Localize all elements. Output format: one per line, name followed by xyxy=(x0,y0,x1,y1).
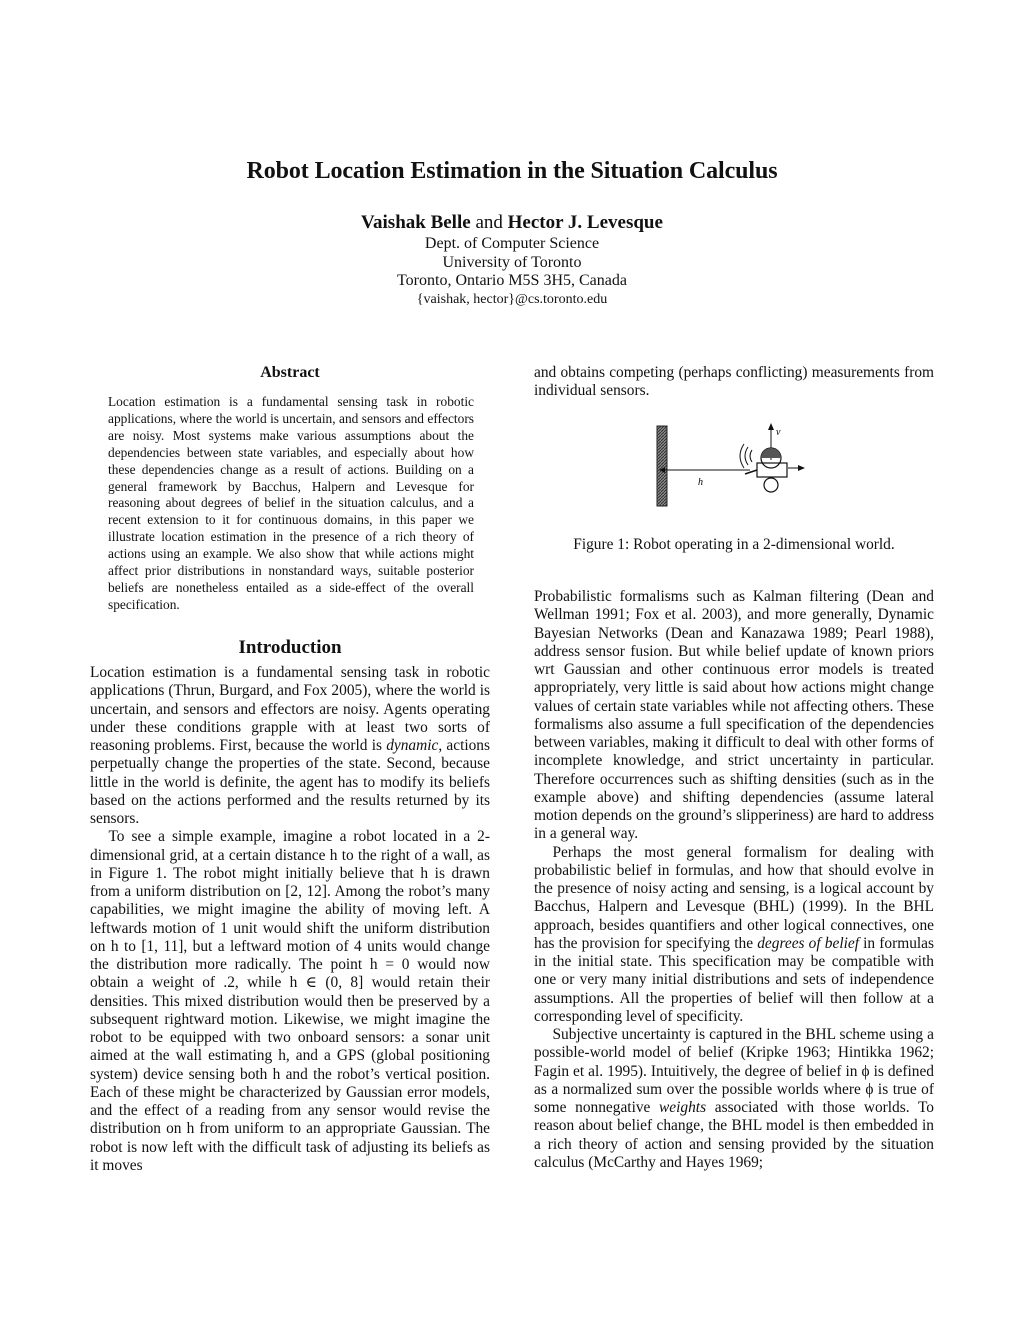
affiliation xyxy=(0,235,1024,309)
paragraph xyxy=(90,664,490,828)
introduction-body xyxy=(90,664,490,1175)
figure-robot xyxy=(640,420,820,520)
affiliation-dept: Dept. of Computer Science xyxy=(424,235,600,252)
figure-caption: Figure 1: Robot operating in a 2-dimensional world. xyxy=(573,536,895,553)
robot-dome xyxy=(761,448,781,458)
text-run: associated with those worlds. To reason about belief change, the BHL model is then embedded in a rich theory of action and sensing provided by the situation calculus (McCarthy and Hayes 1969; xyxy=(534,1099,934,1171)
text-run: , actions perpetually change the properties of the state. Second, because little in the world is definite, the agent has to modify its beliefs based on the actions performed and the results returned by its sensors. xyxy=(90,737,490,827)
emphasis: dynamic xyxy=(386,737,439,754)
robot-arm xyxy=(745,470,757,474)
affiliation-address: Toronto, Ontario M5S 3H5, Canada xyxy=(397,272,627,289)
wall xyxy=(657,426,667,506)
sonar-wave xyxy=(745,447,748,465)
sonar-wave xyxy=(750,450,752,462)
text-run: in formulas in the initial state. This specification may be compatible with one or very many initial distributions and sets of independence assumptions. All the properties of belief will then follow at a corresponding level of specificity. xyxy=(534,934,934,1025)
text-run: Perhaps the most general formalism for dealing with probabilistic belief in formulas, and how that should evolve in the presence of noisy acting and sensing, is a logical account by Bacchus, Halpern and Levesque (BHL) (1999). In the BHL approach, besides quantifiers and other logical connectives, one has the provision for specifying the xyxy=(534,843,934,952)
author-name: Vaishak Belle xyxy=(361,212,471,233)
introduction-heading: Introduction xyxy=(238,637,342,658)
paragraph: Probabilistic formalisms such as Kalman filtering (Dean and Wellman 1991; Fox et al. 2003), and more generally, Dynamic Bayesian Networks (Dean and Kanazawa 1989; Pearl 1988), address sensor fusion. But while belief update of known priors wrt Gaussian and other continuous error models is treated appropriately, very little is said about how actions might change values of certain state variables while not affecting others. These formalisms also assume a full specification of the dependencies between variables, making it difficult to deal with other forms of incomplete knowledge, and strict uncertainty in particular. Therefore occurrences such as shifting densities (such as in the example above) and shifting dependencies (assume lateral motion depends on the ground’s slipperiness) are hard to address in a general way. xyxy=(534,588,934,843)
emphasis: degrees of belief xyxy=(757,934,859,952)
text-run: Subjective uncertainty is captured in the BHL scheme using a possible-world model of belief (Kripke 1963; Hintikka 1962; Fagin et al. 1995). Intuitively, the degree of belief in ϕ is defined as a normalized sum over the possible worlds where ϕ is true of some nonnegative xyxy=(534,1026,934,1116)
text-run: Location estimation is a fundamental sensing task in robotic applications (Thrun, Burgard, and Fox 2005), where the world is uncertain, and sensors and effectors are noisy. Agents operating under these conditions grapple with at least two sorts of reasoning problems. First, because the world is xyxy=(90,664,490,754)
v-label: v xyxy=(776,427,781,438)
arrow-right xyxy=(798,465,805,471)
affiliation-email: {vaishak, hector}@cs.toronto.edu xyxy=(416,291,608,307)
abstract-text: Location estimation is a fundamental sensing task in robotic applications, where the world is uncertain, and sensors and effectors are noisy. Most systems make various assumptions about the dependencies between state variables, and especially about how these dependencies change as a result of actions. Building on a general framework by Bacchus, Halpern and Levesque for reasoning about degrees of belief in the situation calculus, and a recent extension to it for continuous domains, in this paper we illustrate location estimation in the presence of a rich theory of actions using an example. We also show that while actions might affect prior distributions in nonstandard ways, suitable posterior beliefs are nonetheless entailed as a side-effect of the overall specification. xyxy=(108,394,474,612)
right-column-body xyxy=(534,588,934,1172)
affiliation-university: University of Toronto xyxy=(442,253,582,271)
paragraph xyxy=(534,844,934,1027)
h-label: h xyxy=(698,477,703,488)
paragraph: To see a simple example, imagine a robot located in a 2-dimensional grid, at a certain distance h to the right of a wall, as in Figure 1. The robot might initially believe that h is drawn from a uniform distribution on [2, 12]. Among the robot’s many capabilities, we might imagine the ability of moving left. A leftwards motion of 1 unit would shift the uniform distribution on h to [1, 11], but a leftward motion of 4 units would change the distribution more radically. The point h = 0 would now obtain a weight of .2, while h ∈ (0, 8] would retain their densities. This mixed distribution would then be preserved by a subsequent rightward motion. Likewise, we might imagine the robot to be equipped with two onboard sensors: a sonar unit aimed at the wall estimating h, and a GPS (global positioning system) device sensing both h and the robot’s vertical position. Each of these might be characterized by Gaussian error models, and the effect of a reading from any sensor would revise the distribution on h from uniform to an appropriate Gaussian. The robot is now left with the difficult task of adjusting its beliefs as it moves xyxy=(90,828,490,1174)
right-column-continuation: and obtains competing (perhaps conflicting) measurements from individual sensors. xyxy=(534,364,934,400)
robot-diagram xyxy=(640,420,820,520)
author-line xyxy=(0,212,1024,234)
abstract-heading: Abstract xyxy=(260,364,320,381)
paragraph xyxy=(534,1026,934,1172)
robot-wheel xyxy=(764,478,778,492)
robot-body xyxy=(757,463,787,477)
author-connector: and xyxy=(475,212,503,233)
arrow-up xyxy=(768,423,774,430)
sonar-wave xyxy=(740,444,744,468)
author-name: Hector J. Levesque xyxy=(507,212,663,233)
paper-title: Robot Location Estimation in the Situation Calculus xyxy=(246,158,778,184)
emphasis: weights xyxy=(659,1099,707,1116)
